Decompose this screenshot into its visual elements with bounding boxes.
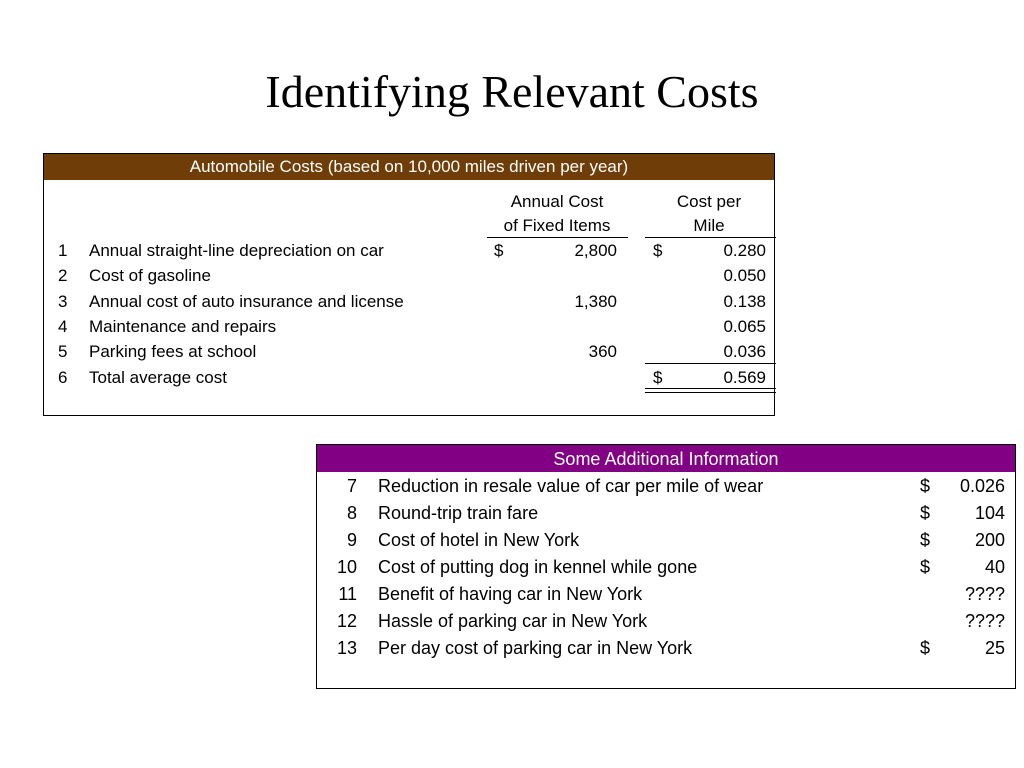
row-value: 104 [974, 503, 1005, 523]
row-description: Annual cost of auto insurance and license [89, 292, 404, 311]
dollar-sign: $ [920, 476, 931, 496]
table-row [317, 635, 1015, 662]
table-row [317, 554, 1015, 581]
table-row-total [44, 365, 774, 390]
annual-cost-value: 2,800 [574, 241, 617, 260]
slide-title: Identifying Relevant Costs [265, 66, 759, 117]
table-row [317, 473, 1015, 500]
cost-per-mile-value: 0.065 [723, 317, 766, 336]
row-number: 10 [336, 557, 357, 577]
table-row [44, 339, 774, 364]
row-number: 2 [58, 266, 68, 285]
row-description: Cost of putting dog in kennel while gone [378, 557, 698, 577]
annual-cost-header: Annual Cost [510, 192, 604, 211]
row-number: 3 [58, 292, 68, 311]
dollar-sign: $ [920, 557, 931, 577]
row-value: 25 [984, 638, 1005, 658]
row-number: 13 [336, 638, 357, 658]
row-value: ???? [964, 611, 1005, 631]
row-description: Hassle of parking car in New York [378, 611, 648, 631]
row-number: 9 [346, 530, 357, 550]
row-number: 12 [336, 611, 357, 631]
row-value: 200 [974, 530, 1005, 550]
row-number: 11 [338, 584, 357, 604]
table-row [317, 581, 1015, 608]
fixed-items-header: of Fixed Items [503, 216, 611, 235]
row-number: 4 [58, 317, 68, 336]
row-description: Maintenance and repairs [89, 317, 277, 336]
cost-per-mile-header: Cost per [676, 192, 742, 211]
additional-information-header: Some Additional Information [317, 445, 1015, 472]
row-description: Annual straight-line depreciation on car [89, 241, 384, 260]
row-description: Reduction in resale value of car per mile of wear [378, 476, 764, 496]
table-row [44, 238, 774, 263]
row-description: Cost of gasoline [89, 266, 211, 285]
table-row [44, 289, 774, 314]
row-description: Per day cost of parking car in New York [378, 638, 693, 658]
table-row [44, 263, 774, 288]
row-description: Parking fees at school [89, 342, 257, 361]
dollar-sign: $ [920, 638, 931, 658]
row-description: Cost of hotel in New York [378, 530, 580, 550]
dollar-sign: $ [494, 241, 504, 260]
row-description: Round-trip train fare [378, 503, 539, 523]
row-description: Benefit of having car in New York [378, 584, 643, 604]
total-double-underline [645, 388, 776, 393]
table-row [317, 527, 1015, 554]
row-number: 5 [58, 342, 68, 361]
row-value: 40 [984, 557, 1005, 577]
cost-per-mile-value: 0.280 [723, 241, 766, 260]
annual-cost-value: 1,380 [574, 292, 617, 311]
dollar-sign: $ [653, 368, 663, 387]
row-number: 1 [58, 241, 68, 260]
cost-per-mile-value: 0.138 [723, 292, 766, 311]
subtotal-underline [645, 363, 776, 364]
annual-cost-value: 360 [588, 342, 617, 361]
table-row [44, 314, 774, 339]
table-row [317, 500, 1015, 527]
table-row [317, 608, 1015, 635]
row-value: 0.026 [959, 476, 1005, 496]
row-number: 6 [58, 368, 68, 387]
cost-per-mile-value: 0.569 [723, 368, 766, 387]
cost-per-mile-value: 0.050 [723, 266, 766, 285]
dollar-sign: $ [920, 530, 931, 550]
automobile-costs-header: Automobile Costs (based on 10,000 miles driven per year) [44, 154, 774, 180]
additional-information-table [316, 444, 1016, 689]
column-header-row-1 [44, 189, 774, 214]
automobile-costs-table [43, 153, 775, 416]
row-number: 8 [346, 503, 357, 523]
row-value: ???? [964, 584, 1005, 604]
cost-per-mile-value: 0.036 [723, 342, 766, 361]
row-description: Total average cost [89, 368, 227, 387]
column-header-row-2 [44, 213, 774, 238]
dollar-sign: $ [653, 241, 663, 260]
mile-header: Mile [693, 216, 725, 235]
dollar-sign: $ [920, 503, 931, 523]
row-number: 7 [346, 476, 357, 496]
